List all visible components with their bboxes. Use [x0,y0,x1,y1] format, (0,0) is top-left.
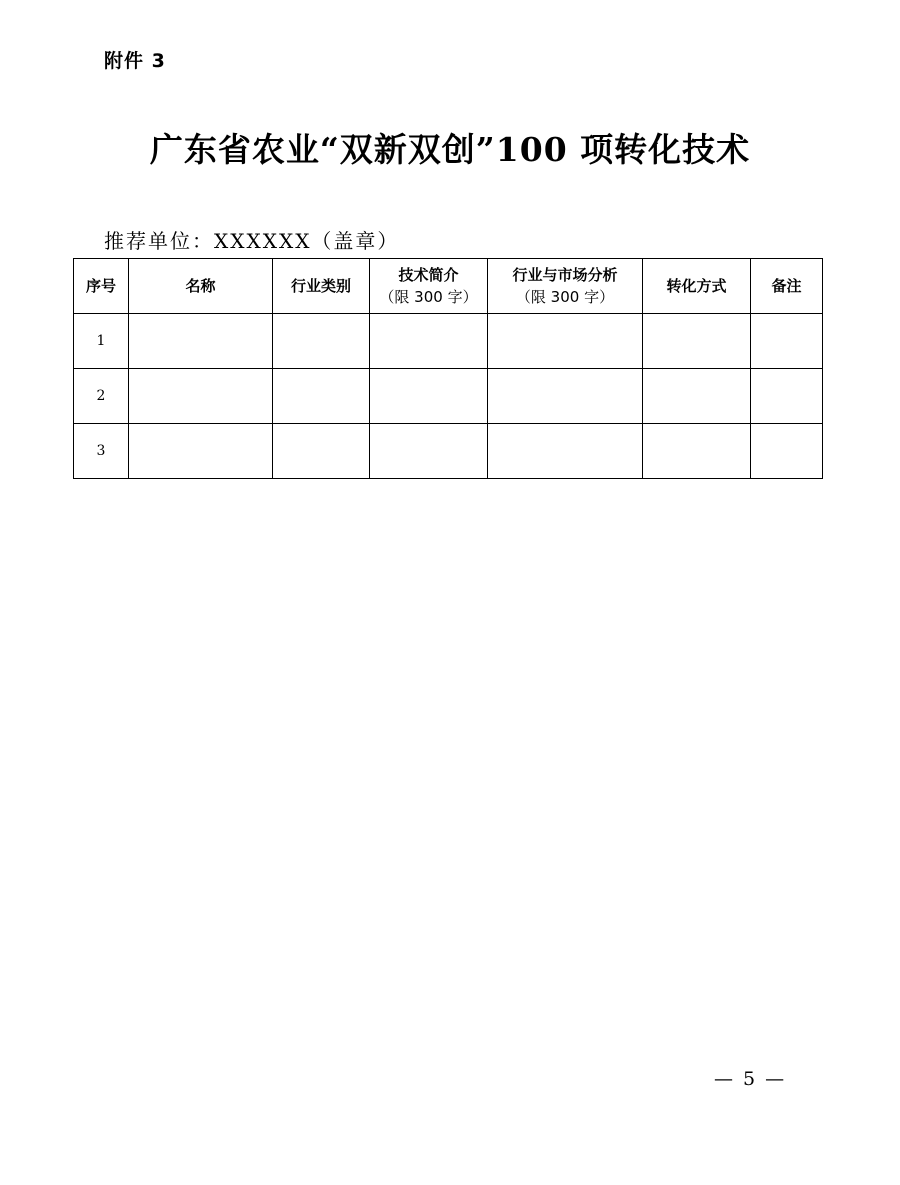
cell-name [129,369,273,424]
cell-transfer-method [643,424,751,479]
cell-transfer-method [643,314,751,369]
recommending-unit: 推荐单位：XXXXXX（盖章） [104,229,400,253]
cell-serial-no: 3 [74,424,129,479]
attachment-label: 附件 3 [104,50,166,72]
cell-market-analysis [488,424,643,479]
cell-remark [751,424,823,479]
header-transfer-method [643,259,751,314]
cell-industry-category [273,314,370,369]
cell-remark [751,369,823,424]
table-row [74,369,823,424]
header-remark-label: 备注 [771,277,802,295]
cell-tech-intro [370,369,488,424]
cell-market-analysis [488,369,643,424]
header-tech-intro-limit: （限 300 字） [379,288,478,306]
cell-serial-no: 2 [74,369,129,424]
header-serial-no-label: 序号 [85,277,116,295]
header-serial-no [74,259,129,314]
document-title: 广东省农业“双新双创”100 项转化技术 [149,130,751,169]
cell-industry-category [273,369,370,424]
cell-remark [751,314,823,369]
header-market-analysis [488,259,643,314]
cell-transfer-method [643,369,751,424]
header-industry-category-label: 行业类别 [290,277,351,295]
header-industry-category [273,259,370,314]
header-tech-intro [370,259,488,314]
header-tech-intro-label: 技术简介 [398,266,459,284]
technology-table [73,258,823,479]
cell-tech-intro [370,314,488,369]
header-market-analysis-label: 行业与市场分析 [512,266,618,284]
cell-market-analysis [488,314,643,369]
table-row [74,424,823,479]
table-header-row [74,259,823,314]
header-remark [751,259,823,314]
header-market-analysis-limit: （限 300 字） [515,288,615,306]
cell-industry-category [273,424,370,479]
page-number: — 5 — [714,1068,787,1090]
cell-serial-no: 1 [74,314,129,369]
header-name-label: 名称 [185,277,216,295]
header-name [129,259,273,314]
cell-name [129,314,273,369]
header-transfer-method-label: 转化方式 [666,277,727,295]
cell-name [129,424,273,479]
table-row [74,314,823,369]
cell-tech-intro [370,424,488,479]
